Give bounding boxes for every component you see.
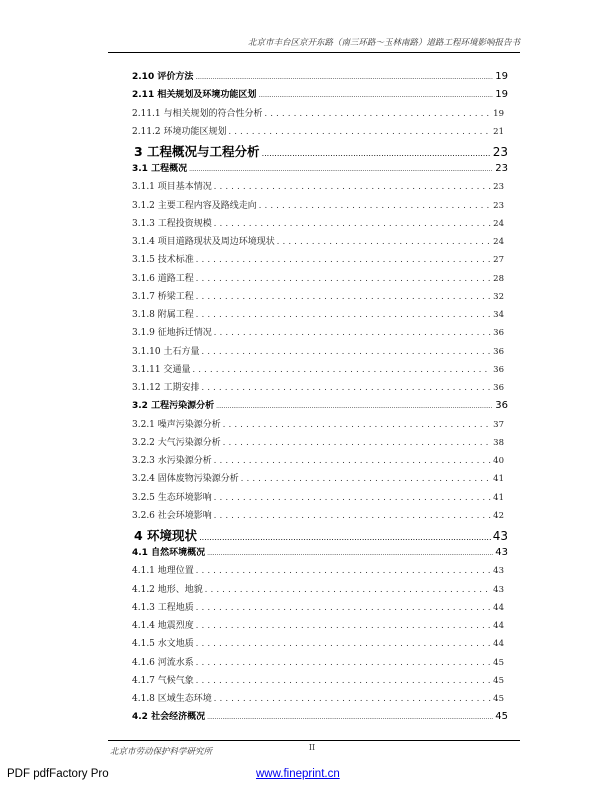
toc-dot-leader (196, 288, 491, 306)
toc-dot-leader (262, 143, 491, 160)
toc-dot-leader (189, 161, 493, 178)
pdf-factory-watermark: PDF pdfFactory Pro (7, 768, 109, 780)
toc-dot-leader (196, 270, 491, 288)
page-header: 北京市丰台区京开东路（南三环路～玉林南路）道路工程环境影响报告书 (247, 38, 520, 48)
toc-entry-title: 3.2.6 社会环境影响 (132, 510, 212, 521)
toc-entry-page: 45 (493, 657, 504, 668)
toc-entry-page: 19 (495, 89, 508, 101)
toc-entry-title: 3.2.4 固体废物污染源分析 (132, 474, 239, 485)
toc-entry-title: 4.1.1 地理位置 (132, 566, 194, 577)
toc-entry-title: 3.2.5 生态环境影响 (132, 492, 212, 503)
toc-entry[interactable] (132, 288, 508, 306)
toc-entry-title: 4.1.8 区域生态环境 (132, 694, 212, 704)
toc-entry-page: 43 (493, 566, 504, 577)
toc-entry-page: 24 (493, 218, 504, 229)
toc-entry-page: 43 (495, 547, 508, 558)
toc-entry-title: 3.1.5 技术标准 (132, 255, 194, 266)
toc-entry[interactable] (132, 178, 508, 196)
toc-entry-title: 3.1.6 道路工程 (132, 273, 194, 284)
toc-entry-title: 3.2 工程污染源分析 (132, 401, 215, 412)
toc-entry-page: 43 (493, 584, 504, 595)
toc-dot-leader (259, 197, 491, 215)
footer-organization: 北京市劳动保护科学研究所 (110, 747, 213, 757)
toc-entry[interactable] (132, 599, 508, 617)
toc-dot-leader (241, 470, 491, 488)
toc-entry-title: 4.1.2 地形、地貌 (132, 584, 203, 595)
toc-entry-title: 3.1.10 土石方量 (132, 346, 200, 357)
toc-entry-title: 3.1 工程概况 (132, 164, 188, 174)
toc-dot-leader (196, 654, 491, 672)
toc-entry-title: 3.1.4 项目道路现状及周边环境现状 (132, 237, 275, 247)
toc-entry[interactable] (132, 544, 508, 562)
toc-entry-title: 3.1.2 主要工程内容及路线走向 (132, 200, 257, 211)
toc-entry[interactable] (132, 123, 508, 141)
toc-entry[interactable] (132, 379, 508, 397)
toc-entry[interactable] (132, 470, 508, 488)
toc-entry-title: 3.2.3 水污染源分析 (132, 456, 212, 466)
toc-entry-page: 36 (493, 346, 504, 357)
toc-dot-leader (265, 105, 492, 123)
toc-entry-title: 2.11 相关规划及环境功能区划 (132, 90, 257, 101)
toc-dot-leader (214, 452, 491, 470)
toc-dot-leader (205, 581, 491, 599)
toc-entry[interactable] (132, 141, 508, 160)
toc-entry-title: 3.1.11 交通量 (132, 364, 191, 375)
toc-entry-title: 3.2.2 大气污染源分析 (132, 437, 221, 448)
toc-dot-leader (214, 324, 491, 342)
toc-entry-title: 2.10 评价方法 (132, 72, 194, 82)
toc-entry[interactable] (132, 489, 508, 507)
toc-entry-title: 4.1.5 水文地质 (132, 639, 194, 650)
toc-entry[interactable] (132, 160, 508, 178)
toc-dot-leader (196, 306, 491, 324)
toc-entry-page: 45 (493, 675, 504, 686)
toc-dot-leader (196, 251, 491, 269)
toc-entry-title: 3.1.9 征地拆迁情况 (132, 328, 212, 339)
toc-entry-page: 43 (492, 529, 508, 543)
toc-entry[interactable] (132, 306, 508, 324)
toc-entry[interactable] (132, 343, 508, 361)
toc-dot-leader (214, 215, 491, 233)
toc-dot-leader (196, 617, 491, 635)
toc-entry-title: 4 环境现状 (134, 528, 198, 543)
toc-entry[interactable] (132, 197, 508, 215)
toc-entry[interactable] (132, 397, 508, 415)
toc-dot-leader (202, 343, 492, 361)
toc-dot-leader (258, 87, 493, 104)
toc-dot-leader (229, 123, 492, 141)
toc-entry-page: 23 (492, 145, 508, 159)
toc-entry-page: 23 (495, 163, 508, 174)
toc-entry[interactable] (132, 105, 508, 123)
toc-entry-page: 36 (493, 364, 504, 375)
toc-entry-page: 36 (493, 328, 504, 339)
toc-entry-title: 4.1 自然环境概况 (132, 548, 206, 558)
toc-entry[interactable] (132, 581, 508, 599)
toc-entry[interactable] (132, 690, 508, 708)
toc-entry-page: 41 (493, 474, 504, 485)
toc-entry-title: 2.11.1 与相关规划的符合性分析 (132, 108, 263, 119)
toc-entry[interactable] (132, 416, 508, 434)
toc-entry-title: 4.2 社会经济概况 (132, 712, 206, 723)
footer-rule (108, 740, 520, 741)
toc-entry-page: 37 (493, 419, 504, 430)
toc-dot-leader (216, 398, 493, 415)
toc-entry-page: 24 (493, 237, 504, 247)
toc-entry[interactable] (132, 525, 508, 544)
toc-entry-page: 23 (493, 182, 504, 193)
toc-entry[interactable] (132, 434, 508, 452)
toc-entry-title: 3.2.1 噪声污染源分析 (132, 419, 221, 430)
toc-entry[interactable] (132, 452, 508, 470)
toc-dot-leader (214, 690, 491, 708)
toc-entry[interactable] (132, 251, 508, 269)
toc-entry[interactable] (132, 672, 508, 690)
toc-entry[interactable] (132, 617, 508, 635)
toc-entry-page: 36 (493, 383, 504, 393)
toc-dot-leader (207, 545, 493, 562)
toc-entry-title: 3 工程概况与工程分析 (134, 144, 260, 159)
toc-entry[interactable] (132, 270, 508, 288)
toc-dot-leader (214, 489, 491, 507)
header-rule (108, 52, 520, 53)
toc-entry-title: 3.1.3 工程投资规模 (132, 218, 212, 229)
toc-entry-title: 3.1.8 附属工程 (132, 310, 194, 320)
toc-entry[interactable] (132, 324, 508, 342)
toc-entry[interactable] (132, 507, 508, 525)
toc-entry-title: 4.1.3 工程地质 (132, 602, 194, 613)
toc-entry-page: 40 (493, 456, 504, 466)
toc-entry-page: 44 (493, 639, 504, 650)
toc-entry-page: 41 (493, 492, 504, 503)
toc-entry-page: 21 (493, 126, 504, 137)
toc-entry-page: 34 (493, 310, 504, 320)
toc-entry-page: 19 (495, 71, 508, 82)
toc-dot-leader (193, 361, 492, 379)
toc-dot-leader (223, 434, 491, 452)
toc-entry-page: 45 (495, 711, 508, 723)
toc-entry[interactable] (132, 562, 508, 580)
toc-entry-page: 27 (493, 255, 504, 266)
toc-entry-title: 3.1.7 桥梁工程 (132, 291, 194, 302)
toc-entry-title: 4.1.6 河流水系 (132, 657, 194, 668)
fineprint-link[interactable]: www.fineprint.cn (256, 768, 340, 780)
toc-entry-page: 28 (493, 273, 504, 284)
toc-entry[interactable] (132, 708, 508, 726)
toc-entry[interactable] (132, 654, 508, 672)
toc-entry[interactable] (132, 68, 508, 86)
toc-dot-leader (196, 599, 491, 617)
toc-entry[interactable] (132, 86, 508, 104)
toc-entry-page: 44 (493, 621, 504, 631)
toc-dot-leader (196, 562, 491, 580)
toc-entry-page: 32 (493, 291, 504, 302)
toc-entry[interactable] (132, 361, 508, 379)
toc-dot-leader (196, 672, 491, 690)
toc-dot-leader (214, 178, 491, 196)
toc-entry-title: 3.1.1 项目基本情况 (132, 182, 212, 193)
toc-entry-page: 23 (493, 200, 504, 211)
toc-dot-leader (202, 379, 492, 397)
toc-entry[interactable] (132, 233, 508, 251)
toc-dot-leader (196, 635, 491, 653)
toc-dot-leader (207, 709, 493, 726)
toc-dot-leader (214, 507, 491, 525)
toc-entry-page: 45 (493, 694, 504, 704)
toc-entry-page: 36 (495, 400, 508, 412)
toc-dot-leader (223, 416, 491, 434)
toc-entry[interactable] (132, 635, 508, 653)
toc-entry-title: 4.1.7 气候气象 (132, 675, 194, 686)
toc-dot-leader (195, 69, 493, 86)
toc-entry-page: 38 (493, 437, 504, 448)
toc-entry-page: 42 (493, 510, 504, 521)
footer-page-number: II (308, 743, 316, 752)
toc-entry-title: 4.1.4 地震烈度 (132, 621, 194, 631)
toc-dot-leader (277, 233, 491, 251)
toc-entry-page: 44 (493, 602, 504, 613)
toc-entry-page: 19 (493, 108, 504, 119)
toc-entry-title: 3.1.12 工期安排 (132, 383, 200, 393)
toc-dot-leader (199, 527, 491, 544)
toc-entry[interactable] (132, 215, 508, 233)
table-of-contents (132, 68, 508, 727)
toc-entry-title: 2.11.2 环境功能区规划 (132, 126, 227, 137)
